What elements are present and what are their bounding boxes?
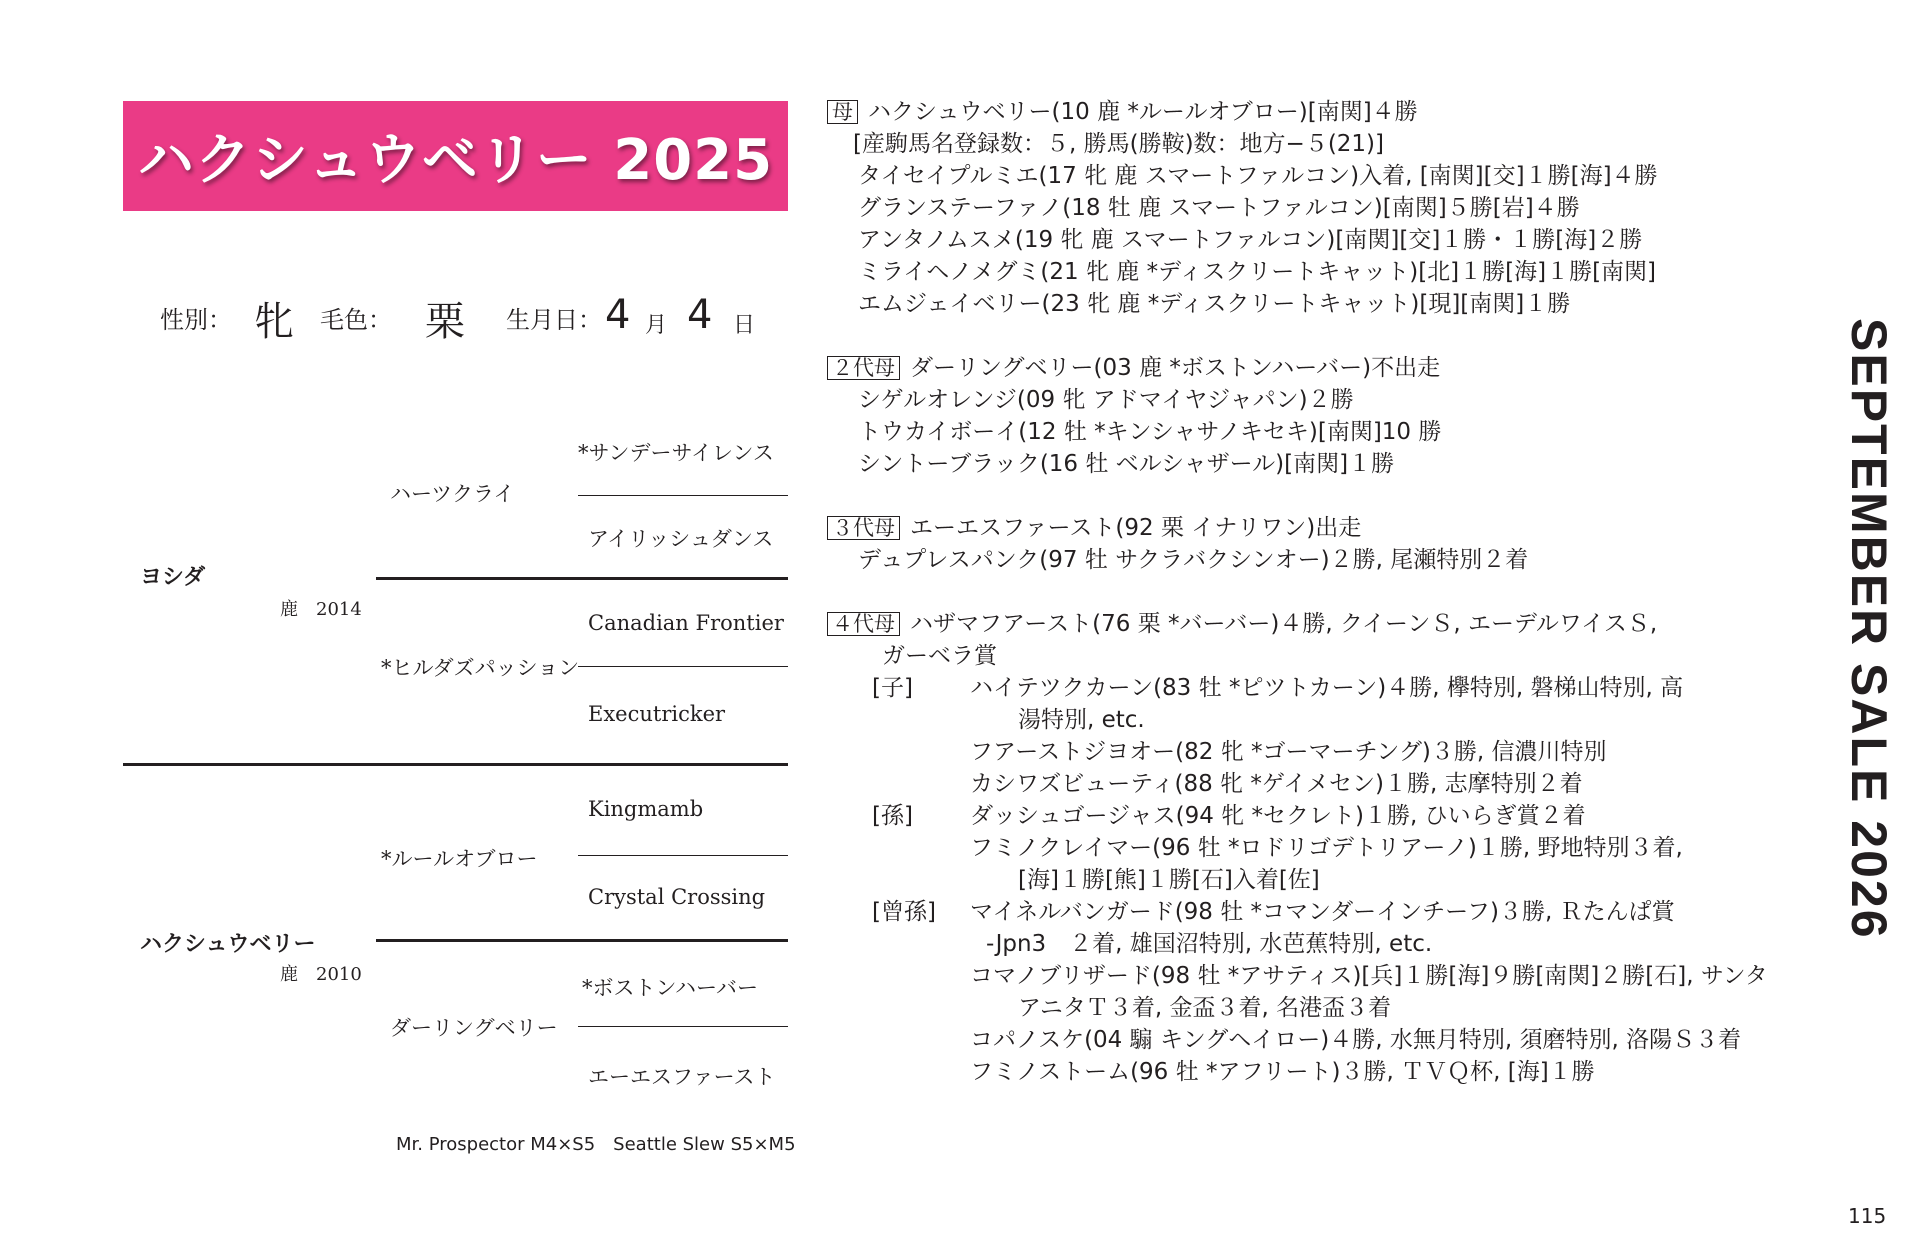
gd4-tag: ４代母: [827, 612, 900, 636]
ko-tag: [子]: [872, 675, 913, 701]
sex-label: 性別：: [160, 306, 232, 334]
family-line: エーエスファースト(92 栗 イナリワン)出走: [910, 515, 1362, 541]
side-label: SEPTEMBER SALE 2026: [1841, 318, 1897, 940]
dam-dam-dam: エーエスファースト: [588, 1065, 776, 1089]
page-number: 115: [1848, 1204, 1887, 1228]
dam-dam: ダーリングベリー: [390, 1016, 558, 1040]
pedigree-line: [376, 577, 788, 580]
sire-sire-dam: アイリッシュダンス: [588, 527, 774, 551]
family-line: ハイテツクカーン(83 牡 *ピツトカーン)４勝, 欅特別, 磐梯山特別, 高: [970, 675, 1684, 701]
family-line: [海]１勝[熊]１勝[石]入着[佐]: [1018, 867, 1320, 893]
dam-tag: 母: [827, 100, 858, 124]
family-line: アニタＴ３着, 金盃３着, 名港盃３着: [1018, 995, 1392, 1021]
page-title: ハクシュウベリー 2025: [137, 128, 774, 193]
family-line: ダーリングベリー(03 鹿 *ボストンハーバー)不出走: [910, 355, 1441, 381]
sire-sire-sire: *サンデーサイレンス: [578, 441, 774, 465]
family-line: トウカイボーイ(12 牡 *キンシャサノキセキ)[南関]10 勝: [858, 419, 1442, 445]
title-banner: [123, 101, 788, 211]
dam-dam-sire: *ボストンハーバー: [582, 976, 758, 1000]
pedigree-line: [578, 1026, 788, 1027]
family-line: ガーベラ賞: [882, 643, 997, 669]
dam-name: ハクシュウベリー: [140, 932, 316, 957]
dam-sire-sire: Kingmamb: [588, 797, 704, 821]
pedigree-line: [376, 939, 788, 942]
birth-month: 4: [605, 292, 631, 338]
dam-sire: *ルールオブロー: [381, 847, 538, 871]
mago-tag: [孫]: [872, 803, 913, 829]
month-unit: 月: [645, 313, 668, 338]
gd3-tag: ３代母: [827, 516, 900, 540]
pedigree-line: [578, 666, 788, 667]
family-line: コマノブリザード(98 牡 *アサティス)[兵]１勝[海]９勝[南関]２勝[石], サンタ: [970, 963, 1768, 989]
sire-name: ヨシダ: [140, 565, 206, 590]
family-line: ハクシュウベリー(10 鹿 *ルールオブロー)[南関]４勝: [868, 99, 1418, 125]
family-line: フミノストーム(96 牡 *アフリート)３勝, ＴＶＱ杯, [海]１勝: [970, 1059, 1595, 1085]
family-line: ハザマフアースト(76 栗 *バーバー)４勝, クイーンＳ, エーデルワイスＳ,: [910, 611, 1658, 637]
family-line: シントーブラック(16 牡 ベルシャザール)[南関]１勝: [858, 451, 1395, 477]
family-line: フアーストジヨオー(82 牝 *ゴーマーチング)３勝, 信濃川特別: [970, 739, 1607, 765]
day-unit: 日: [733, 313, 756, 338]
gd2-tag: ２代母: [827, 356, 900, 380]
sex-value: 牝: [254, 299, 294, 345]
sire-dam-sire: Canadian Frontier: [588, 611, 784, 635]
family-line: コパノスケ(04 騸 キングヘイロー)４勝, 水無月特別, 須磨特別, 洛陽Ｓ３着: [970, 1027, 1742, 1053]
family-line: ミライヘノメグミ(21 牝 鹿 *ディスクリートキャット)[北]１勝[海]１勝[南関]: [858, 259, 1657, 285]
family-line: カシワズビューティ(88 牝 *ゲイメセン)１勝, 志摩特別２着: [970, 771, 1583, 797]
family-line: タイセイプルミエ(17 牝 鹿 スマートファルコン)入着, [南関][交]１勝[海]４勝: [858, 163, 1658, 189]
gd3-heading: [827, 512, 1361, 544]
family-line: [産駒馬名登録数：５, 勝馬(勝鞍)数：地方−５(21)]: [853, 131, 1384, 157]
family-line: -Jpn3 ２着, 雄国沼特別, 水芭蕉特別, etc.: [986, 931, 1433, 957]
color-label: 毛色：: [320, 306, 392, 334]
family-line: フミノクレイマー(96 牡 *ロドリゴデトリアーノ)１勝, 野地特別３着,: [970, 835, 1683, 861]
inbreeding-note: Mr. Prospector M4×S5 Seattle Slew S5×M5: [396, 1134, 796, 1155]
pedigree-divider: [123, 763, 788, 766]
dam-info: 鹿 2010: [280, 964, 362, 985]
family-line: ダッシュゴージャス(94 牝 *セクレト)１勝, ひいらぎ賞２着: [970, 803, 1586, 829]
himago-tag: [曾孫]: [872, 899, 936, 925]
family-line: シゲルオレンジ(09 牝 アドマイヤジャパン)２勝: [858, 387, 1354, 413]
dam-sire-dam: Crystal Crossing: [588, 885, 766, 909]
birth-day: 4: [687, 292, 713, 338]
family-line: マイネルバンガード(98 牡 *コマンダーインチーフ)３勝, Ｒたんぱ賞: [970, 899, 1675, 925]
family-line: グランステーファノ(18 牡 鹿 スマートファルコン)[南関]５勝[岩]４勝: [858, 195, 1580, 221]
dam-heading: [827, 96, 1418, 128]
family-line: 湯特別, etc.: [1018, 707, 1145, 733]
gd2-heading: [827, 352, 1440, 384]
pedigree-line: [578, 495, 788, 496]
birth-label: 生月日：: [506, 306, 602, 334]
sire-sire: ハーツクライ: [390, 482, 515, 506]
sire-dam: *ヒルダズパッション: [381, 656, 580, 680]
gd4-heading: [827, 608, 1657, 640]
family-line: エムジェイベリー(23 牝 鹿 *ディスクリートキャット)[現][南関]１勝: [858, 291, 1571, 317]
sire-info: 鹿 2014: [280, 599, 362, 620]
family-line: デュプレスパンク(97 牡 サクラバクシンオー)２勝, 尾瀬特別２着: [858, 547, 1529, 573]
sire-dam-dam: Executricker: [588, 702, 726, 726]
family-line: アンタノムスメ(19 牝 鹿 スマートファルコン)[南関][交]１勝・１勝[海]２勝: [858, 227, 1643, 253]
pedigree-line: [578, 855, 788, 856]
color-value: 栗: [425, 299, 465, 345]
